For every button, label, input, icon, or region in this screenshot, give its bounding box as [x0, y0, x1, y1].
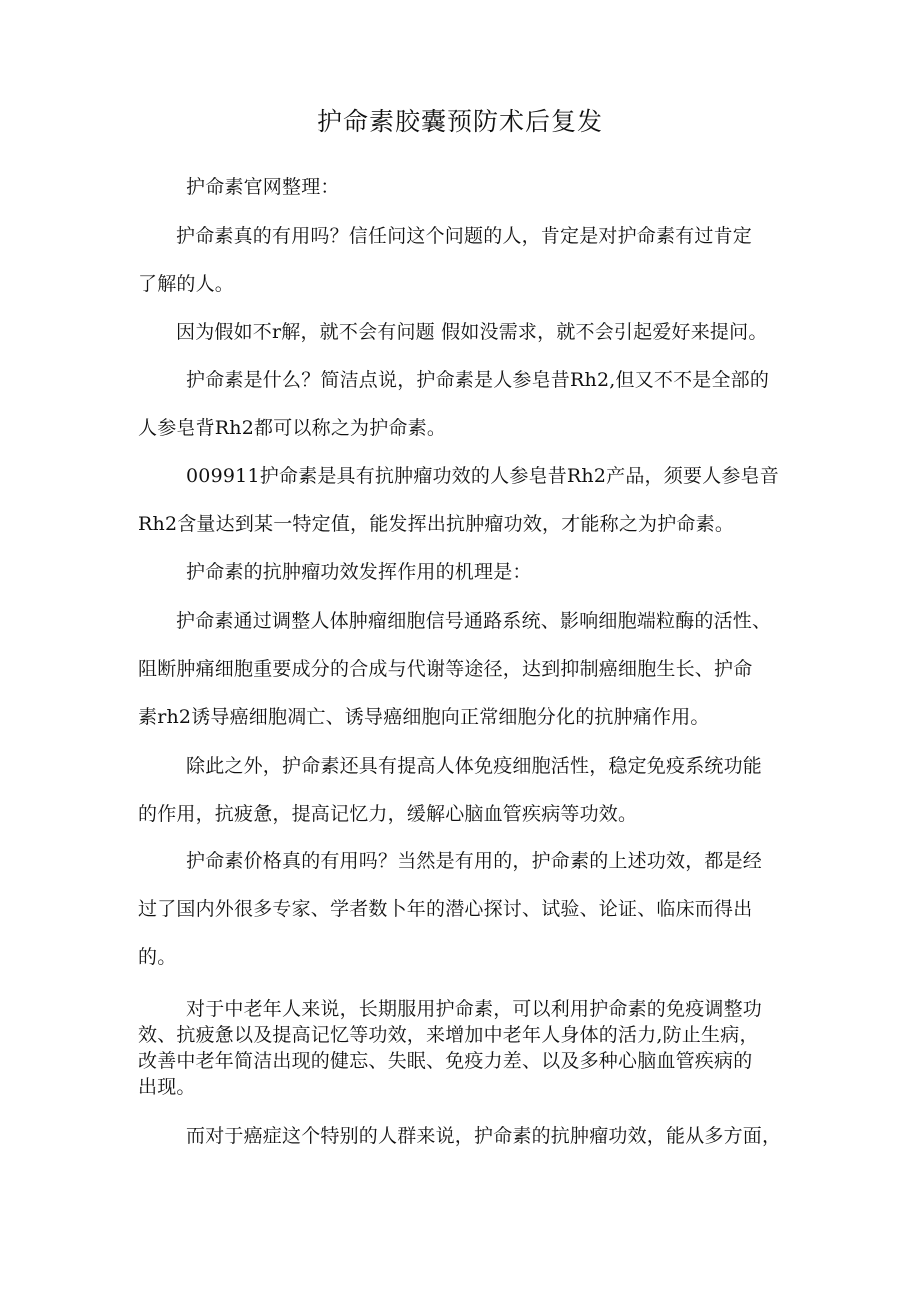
- paragraph-definition: [138, 356, 788, 452]
- text-line: 护命素真的有用吗？信任问这个问题的人，肯定是对护命素有过肯定: [176, 225, 753, 247]
- paragraph-cancer: [138, 1112, 788, 1160]
- paragraph-reason: [138, 308, 788, 356]
- text-line: 的作用，抗疲惫，提高记忆力，缓解心脑血管疾病等功效。: [138, 803, 638, 825]
- text-line: 出现。: [138, 1076, 196, 1098]
- text-line: 除此之外，护命素还具有提高人体免疫细胞活性，稳定免疫系统功能: [186, 755, 763, 777]
- paragraph-product: [138, 452, 788, 548]
- text-line: 过了国内外很多专家、学者数卜年的潜心探讨、试验、论证、临床而得出: [138, 898, 753, 920]
- text-line: 护命素的抗肿瘤功效发挥作用的机理是：: [186, 561, 532, 583]
- text-line: 护命素官网整理：: [186, 176, 340, 198]
- paragraph-other-effects: [138, 742, 788, 838]
- text-line: 改善中老年简洁出现的健忘、失眠、免疫力差、以及多种心脑血管疾病的: [138, 1050, 753, 1072]
- text-line: 护命素通过调整人体肿瘤细胞信号通路系统、影响细胞端粒酶的活性、: [176, 610, 772, 632]
- text-line: 因为假如不r解，就不会有问题 假如没需求，就不会引起爱好来提问。: [176, 321, 768, 343]
- text-line: 护命素价格真的有用吗？当然是有用的，护命素的上述功效，都是经: [186, 850, 763, 872]
- text-line: 效、抗疲惫以及提高记忆等功效，来增加中老年人身体的活力,防止生病，: [138, 1024, 759, 1046]
- paragraph-price: [138, 837, 788, 981]
- text-line: 对于中老年人来说，长期服用护命素，可以利用护命素的免疫调整功: [186, 998, 763, 1020]
- text-line: 的。: [138, 946, 177, 968]
- text-line: Rh2含量达到某一特定值，能发挥出抗肿瘤功效，才能称之为护命素。: [138, 513, 735, 535]
- document-title: 护命素胶囊预防术后复发: [316, 107, 603, 136]
- paragraph-mechanism-heading: [138, 548, 788, 596]
- paragraph-elderly: [138, 996, 788, 1100]
- text-line: 009911护命素是具有抗肿瘤功效的人参皂昔Rh2产品，须要人参皂音: [186, 465, 779, 487]
- paragraph-mechanism: [138, 597, 788, 741]
- text-line: 而对于癌症这个特别的人群来说，护命素的抗肿瘤功效，能从多方面，: [186, 1125, 782, 1147]
- text-line: 人参皂背Rh2都可以称之为护命素。: [138, 417, 447, 439]
- paragraph-source: [138, 163, 788, 211]
- text-line: 素rh2诱导癌细胞凋亡、诱导癌细胞向正常细胞分化的抗肿痛作用。: [138, 706, 710, 728]
- text-line: 阻断肿痛细胞重要成分的合成与代谢等途径，达到抑制癌细胞生长、护命: [138, 658, 753, 680]
- text-line: 护命素是什么？简洁点说，护命素是人参皂昔Rh2,但又不不是全部的: [186, 369, 770, 391]
- text-line: 了解的人。: [138, 273, 235, 295]
- paragraph-intro: [138, 212, 788, 308]
